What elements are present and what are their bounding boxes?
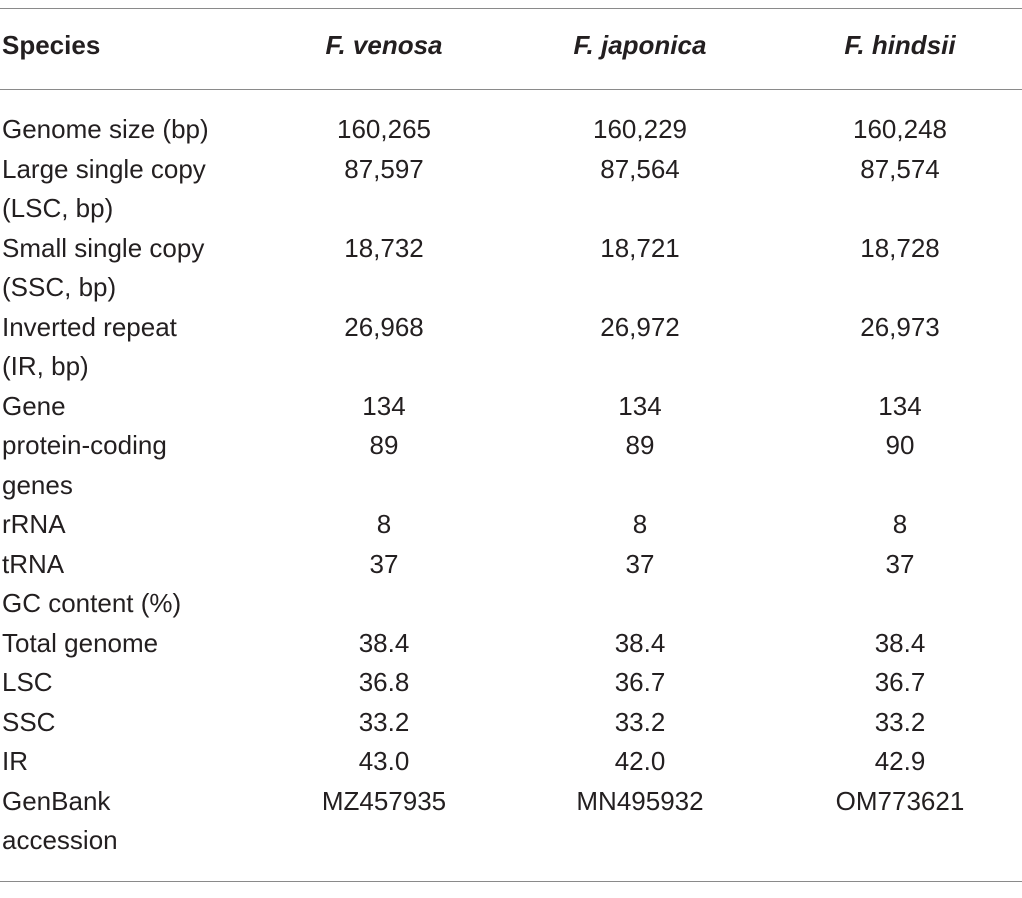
cell-value: 160,248 xyxy=(853,114,947,144)
row-label-line: Total genome xyxy=(2,627,159,658)
cell-value: 8 xyxy=(376,509,392,539)
cell-value: 89 xyxy=(625,430,655,460)
cell-value: 36.7 xyxy=(874,667,926,697)
table-row xyxy=(0,387,1022,427)
row-label-line: (LSC, bp) xyxy=(2,193,114,223)
table-row xyxy=(0,663,1022,703)
row-label-line: GC content (%) xyxy=(2,588,182,618)
row-label-line: Small single copy xyxy=(2,232,205,263)
cell-value: 37 xyxy=(369,548,399,579)
table-row xyxy=(0,110,1022,150)
cell-value: 8 xyxy=(632,509,648,539)
row-label-line: Large single copy xyxy=(2,153,206,184)
cell-value: 18,728 xyxy=(860,232,940,263)
table-row xyxy=(0,584,1022,624)
table-row xyxy=(0,624,1022,664)
row-label-line: Gene xyxy=(2,390,66,421)
table-body xyxy=(0,110,1022,861)
cell-value: 43.0 xyxy=(358,746,410,776)
table-row xyxy=(0,742,1022,782)
header-species: Species xyxy=(2,30,101,60)
cell-value: 36.8 xyxy=(358,667,410,697)
row-label-line: Inverted repeat xyxy=(2,311,177,342)
row-label-line: tRNA xyxy=(2,548,65,579)
cell-value: 87,564 xyxy=(600,153,680,184)
cell-value: 160,229 xyxy=(593,114,687,144)
row-label-line: protein-coding xyxy=(2,430,167,460)
cell-value: 33.2 xyxy=(358,706,410,737)
cell-value: 89 xyxy=(369,430,399,460)
cell-value: MZ457935 xyxy=(321,785,447,816)
table-header-row xyxy=(0,30,1022,70)
cell-value: 134 xyxy=(362,390,406,421)
cell-value: 38.4 xyxy=(614,627,666,658)
table-row xyxy=(0,426,1022,505)
row-label-line: LSC xyxy=(2,667,53,697)
row-label-line: IR xyxy=(2,746,28,776)
cell-value: 26,972 xyxy=(600,311,680,342)
row-label-line: genes xyxy=(2,469,73,500)
row-label xyxy=(2,545,242,585)
cell-value: 33.2 xyxy=(614,706,666,737)
table-row xyxy=(0,308,1022,387)
cell-value: 18,732 xyxy=(344,232,424,263)
cell-value: 37 xyxy=(885,548,915,579)
row-label xyxy=(2,150,242,229)
cell-value: 160,265 xyxy=(337,114,431,144)
cell-value: 26,973 xyxy=(860,311,940,342)
row-label xyxy=(2,742,242,782)
table-row xyxy=(0,703,1022,743)
cell-value: 8 xyxy=(892,509,908,539)
row-label-line: SSC xyxy=(2,706,56,737)
row-label-line: (IR, bp) xyxy=(2,351,89,381)
row-label xyxy=(2,426,242,505)
table-row xyxy=(0,150,1022,229)
row-label xyxy=(2,505,242,545)
table-top-rule xyxy=(0,8,1022,9)
cell-value: 37 xyxy=(625,548,655,579)
table-row xyxy=(0,229,1022,308)
cell-value: 87,574 xyxy=(860,153,940,184)
row-label-line: (SSC, bp) xyxy=(2,272,117,302)
cell-value: OM773621 xyxy=(835,785,965,816)
cell-value: 134 xyxy=(878,390,922,421)
row-label xyxy=(2,703,242,743)
table-bottom-rule xyxy=(0,881,1022,882)
row-label xyxy=(2,584,242,624)
row-label xyxy=(2,782,242,861)
table-row xyxy=(0,782,1022,861)
cell-value: 42.9 xyxy=(874,746,926,776)
row-label xyxy=(2,624,242,664)
row-label-line: accession xyxy=(2,825,118,855)
row-label xyxy=(2,387,242,427)
header-f-japonica: F. japonica xyxy=(573,30,707,60)
row-label xyxy=(2,663,242,703)
row-label xyxy=(2,308,242,387)
row-label-line: GenBank xyxy=(2,785,111,816)
row-label xyxy=(2,229,242,308)
cell-value: 87,597 xyxy=(344,153,424,184)
table-row xyxy=(0,545,1022,585)
row-label xyxy=(2,110,242,150)
cell-value: 18,721 xyxy=(600,232,680,263)
header-f-venosa: F. venosa xyxy=(325,30,443,60)
cell-value: 38.4 xyxy=(358,627,410,658)
row-label-line: rRNA xyxy=(2,509,66,539)
cell-value: 33.2 xyxy=(874,706,926,737)
cell-value: 36.7 xyxy=(614,667,666,697)
cell-value: 134 xyxy=(618,390,662,421)
row-label-line: Genome size (bp) xyxy=(2,114,209,144)
header-f-hindsii: F. hindsii xyxy=(844,30,956,60)
cell-value: 42.0 xyxy=(614,746,666,776)
table-row xyxy=(0,505,1022,545)
cell-value: 38.4 xyxy=(874,627,926,658)
table-header-rule xyxy=(0,89,1022,90)
cell-value: MN495932 xyxy=(576,785,704,816)
cell-value: 90 xyxy=(885,430,915,460)
cell-value: 26,968 xyxy=(344,311,424,342)
